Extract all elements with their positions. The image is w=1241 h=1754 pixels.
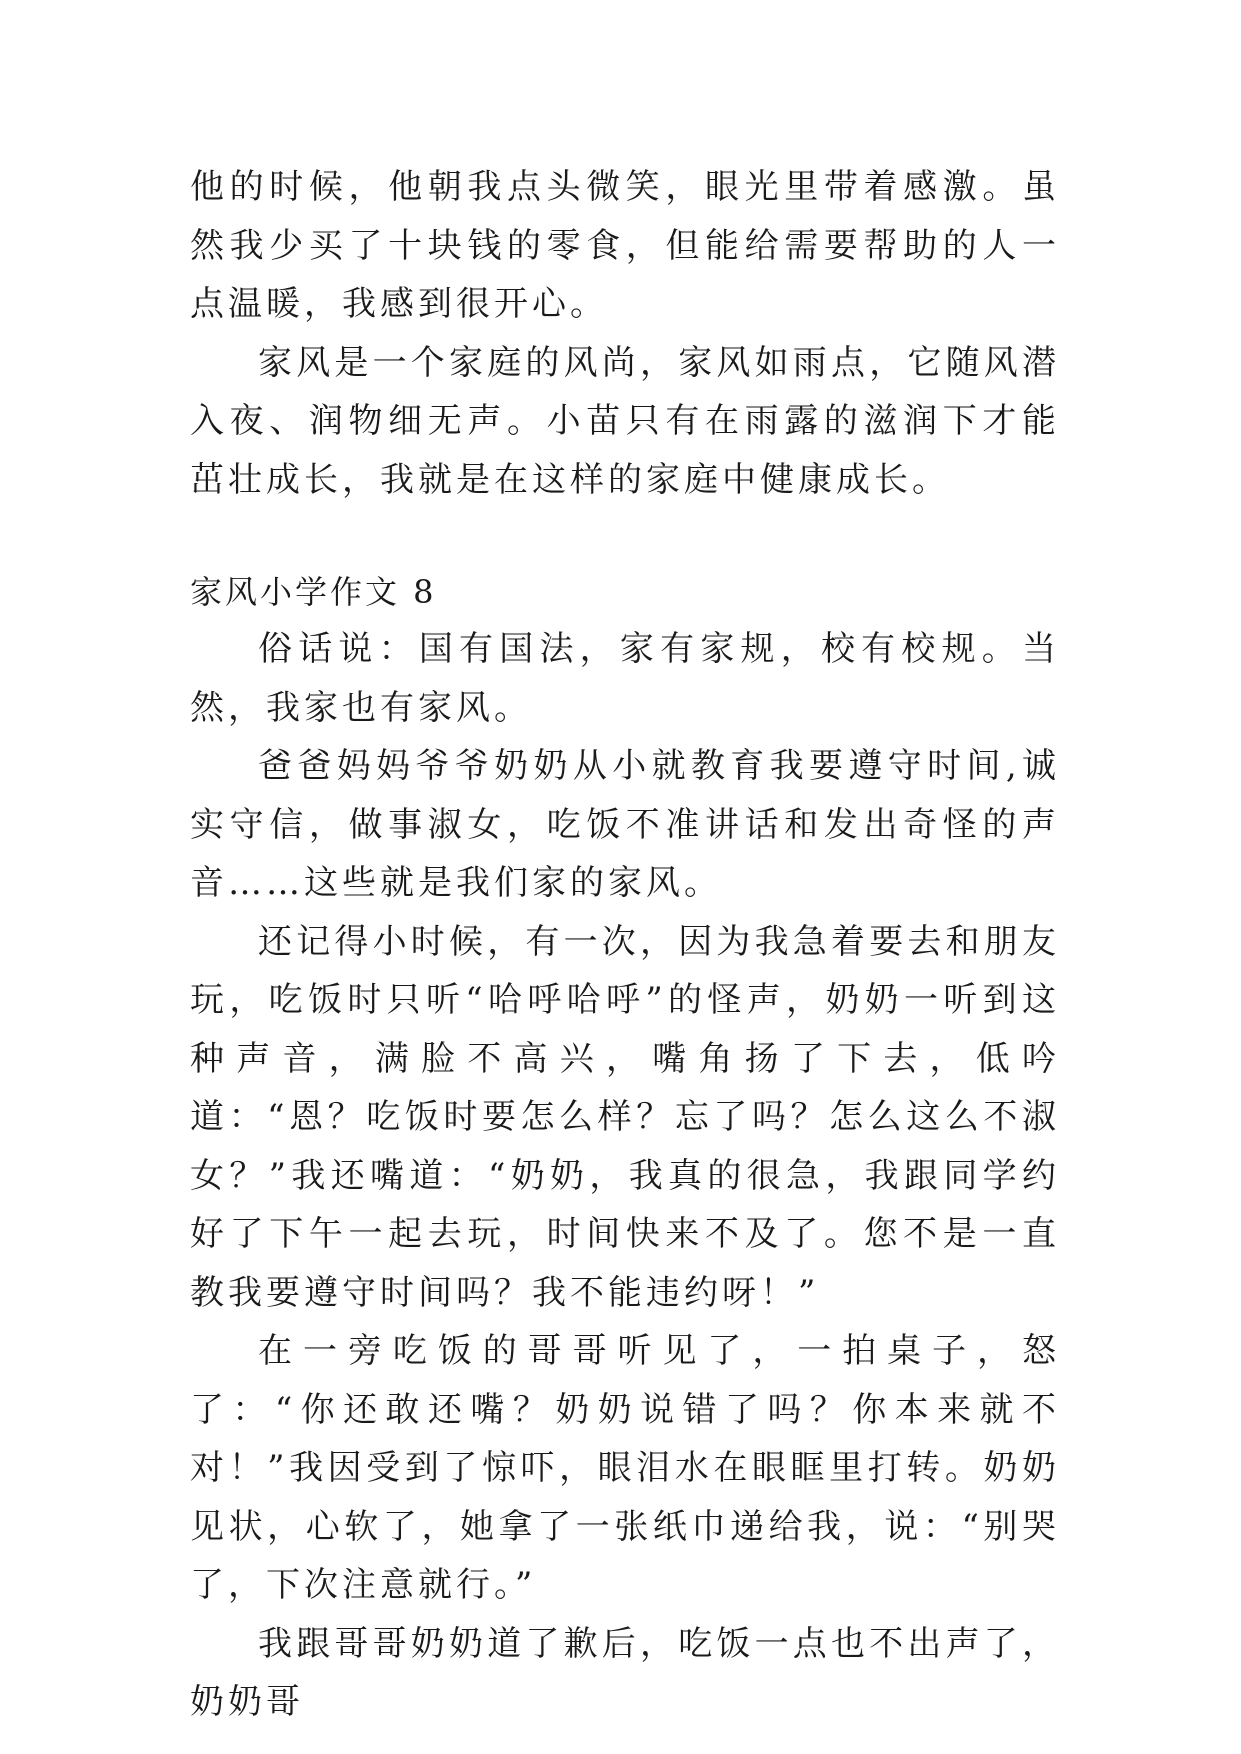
paragraph-family-style: 家风是一个家庭的风尚，家风如雨点，它随风潜入夜、润物细无声。小苗只有在雨露的滋润下才能茁壮成长，我就是在这样的家庭中健康成长。 <box>190 342 1060 500</box>
paragraph-3: 还记得小时候，有一次，因为我急着要去和朋友玩，吃饭时只听“哈呼哈呼”的怪声，奶奶一听到这种声音，满脸不高兴，嘴角扬了下去，低吟道：“恩？吃饭时要怎么样？忘了吗？怎么这么不淑女？”我还嘴道：“奶奶，我真的很急，我跟同学约好了下午一起去玩，时间快来不及了。您不是一直教我要遵守时间吗？我不能违约呀！” <box>190 921 1060 1313</box>
section-title: 家风小学作文 8 <box>190 573 437 611</box>
paragraph-2: 爸爸妈妈爷爷奶奶从小就教育我要遵守时间,诚实守信，做事淑女，吃饭不准讲话和发出奇怪的声音……这些就是我们家的家风。 <box>190 746 1060 903</box>
top-text-block <box>190 158 1060 509</box>
paragraph-5: 我跟哥哥奶奶道了歉后，吃饭一点也不出声了，奶奶哥 <box>190 1623 1060 1722</box>
paragraph-1: 俗话说：国有国法，家有家规，校有校规。当然，我家也有家风。 <box>190 629 1060 728</box>
paragraph-continuation: 他的时候，他朝我点头微笑，眼光里带着感激。虽然我少买了十块钱的零食，但能给需要帮助的人一点温暖，我感到很开心。 <box>190 167 1060 324</box>
paragraph-4: 在一旁吃饭的哥哥听见了，一拍桌子，怒了：“你还敢还嘴？奶奶说错了吗？你本来就不对！”我因受到了惊吓，眼泪水在眼眶里打转。奶奶见状，心软了，她拿了一张纸巾递给我，说：“别哭了，下次注意就行。” <box>190 1331 1060 1605</box>
body-text-block <box>190 620 1060 1732</box>
